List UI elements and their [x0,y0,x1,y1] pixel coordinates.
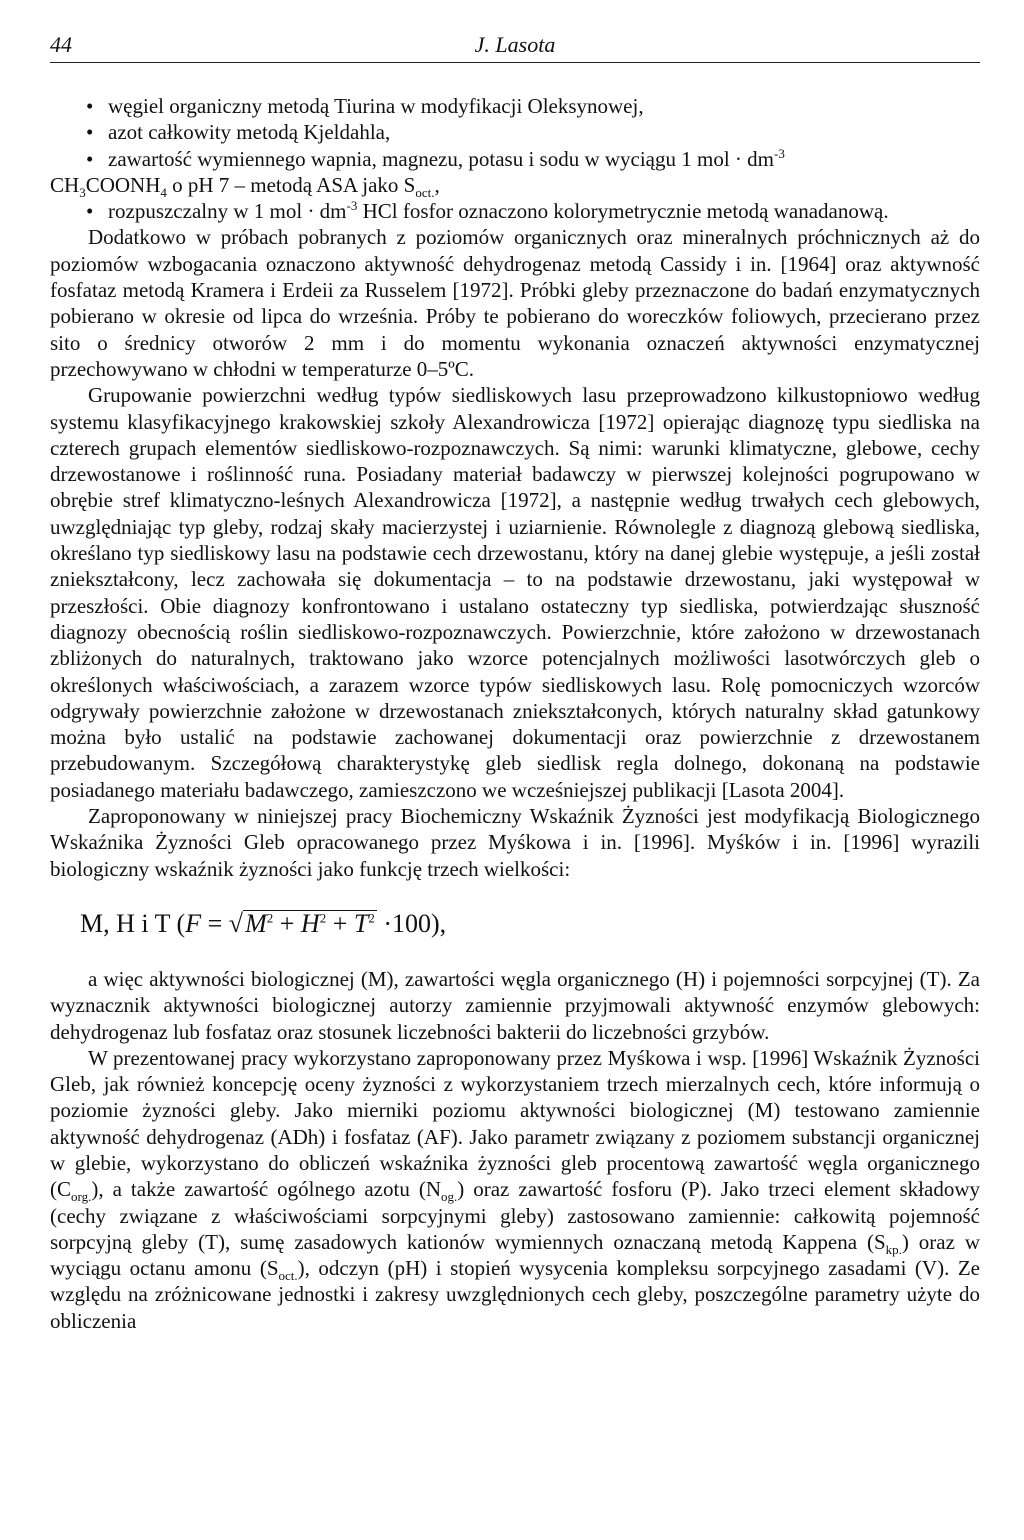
bullet-continuation: $CH_3COONH_4$ o pH 7 – metodą ASA jako $S_{oct.}$, [50,172,440,201]
page-number: 44 [50,32,72,57]
paragraph: W prezentowanej pracy wykorzystano zaproponowany przez Myśkowa i wsp. [1996] Wskaźnik Żyzności Gleb, jak również koncepcję oceny żyzności z wykorzystaniem trzech mierzalnych cech, które informują o poziomie żyzności gleby. Jako mierniki poziomu aktywności biologicznej (M) testowano zamiennie aktywność dehydrogenaz (ADh) i fosfataz (AF). Jako parametr związany z poziomem substancji organicznej w glebie, wykorzystano do obliczeń wskaźnika żyzności gleb procentową zawartość węgla organicznego $(C_{org.})$, a także zawartość ogólnego azotu $(N_{og.})$ oraz zawartość fosforu (P). Jako trzeci element składowy (cechy związane z właściwościami sorpcyjnymi gleby) zastosowano zamiennie: całkowitą pojemność sorpcyjną gleby (T), sumę zasadowych kationów wymiennych oznaczaną metodą Kappena $(S_{kp.})$ oraz w wyciągu octanu amonu $(S_{oct.})$, odczyn (pH) i stopień wysycenia kompleksu sorpcyjnego zasadami (V). Ze względu na zróżnicowane jednostki i zakresy uwzględnionych cech gleby, poszczególne parametry użyte do obliczenia [50,1045,980,1333]
bullet-item: • węgiel organiczny metodą Tiurina w modyfikacji Oleksynowej, [86,94,644,118]
bullet-item: • azot całkowity metodą Kjeldahla, [86,120,391,145]
running-header [50,30,980,63]
bullet-dot-icon: • [86,120,94,145]
bullet-dot-icon: • [86,146,94,171]
bullet-item: • rozpuszczalny w 1 mol · $dm^{-3}$ HCl fosfor oznaczono kolorymetrycznie metodą wanadanową. [86,198,889,224]
paragraph: Dodatkowo w próbach pobranych z poziomów organicznych oraz mineralnych próchnicznych aż do poziomów wzbogacania oznaczono aktywność dehydrogenaz metodą Cassidy i in. [1964] oraz aktywność fosfataz metodą Kramera i Erdeii za Russelem [1972]. Próbki gleby przeznaczone do badań enzymatycznych pobierano w okresie od lipca do września. Próby te pobierano do woreczków foliowych, przecierano przez sito o średnicy otworów 2 mm i do momentu wykonania oznaczeń aktywności enzymatycznej przechowywano w chłodni w temperaturze 0–5ºC. [50,225,980,381]
sqrt-icon: √ [228,908,244,938]
running-author: J. Lasota [474,32,556,57]
page [50,30,980,1334]
body-text [50,93,980,1334]
paragraph: a więc aktywności biologicznej (M), zawartości węgla organicznego (H) i pojemności sorpcyjnej (T). Za wyznacznik aktywności biologicznej autorzy zamiennie przyjmowali aktywność enzymów glebowych: dehydrogenaz lub fosfataz oraz stosunek liczebności bakterii do liczebności grzybów. [50,966,980,1044]
paragraph: Zaproponowany w niniejszej pracy Biochemiczny Wskaźnik Żyzności jest modyfikacją Biologicznego Wskaźnika Żyzności Gleb opracowanego przez Myśkowa i in. [1996]. Myśków i in. [1996] wyrazili biologiczny wskaźnik żyzności jako funkcję trzech wielkości: [50,804,980,881]
bullet-item: • zawartość wymiennego wapnia, magnezu, potasu i sodu w wyciągu 1 mol · $dm^{-3}$ [86,145,785,171]
bullet-dot-icon: • [86,199,94,224]
bullet-dot-icon: • [86,94,94,118]
paragraph: Grupowanie powierzchni według typów siedliskowych lasu przeprowadzono kilkustopniowo według systemu klasyfikacyjnego krakowskiej szkoły Alexandrowicza [1972] opierając diagnozę typu siedliska na czterech grupach elementów siedliskowo-rozpoznawczych. Są nimi: warunki klimatyczne, glebowe, cechy drzewostanowe i roślinność runa. Posiadany materiał badawczy w pierwszej kolejności pogrupowano w obrębie stref klimatyczno-leśnych Alexandrowicza [1972], a następnie według trwałych cech glebowych, uwzględniając typ gleby, rodzaj skały macierzystej i uziarnienie. Równolegle z diagnozą glebową siedliska, określano typ siedliskowy lasu na podstawie cech drzewostanu, który na danej glebie występuje, a jeśli został zniekształcony, lecz zachowała się dokumentacja – to na podstawie drzewostanu, jaki występował w przeszłości. Obie diagnozy konfrontowano i ustalano ostateczny typ siedliska, potwierdzając słuszność diagnozy obecnością roślin siedliskowo-rozpoznawczych. Powierzchnie, które założono w drzewostanach zbliżonych do naturalnych, traktowano jako wzorce potencjalnych możliwości lasotwórczych gleb o określonych właściwościach, a zarazem wzorce typów siedliskowych lasu. Rolę pomocniczych wzorców odgrywały powierzchnie założone w drzewostanach zniekształconych, których naturalny skład gatunkowy można było ustalić na podstawie zachowanej dokumentacji oraz powierzchnie z drzewostanem przebudowanym. Szczegółową charakterystykę gleb siedlisk regla dolnego, dokonaną na podstawie posiadanego materiału badawczego, zamieszczono we wcześniejszej publikacji [Lasota 2004]. [50,383,980,802]
formula: M, H i T $(F = √M^2 + H^2 + T^2 \cdot 100)$, [80,908,447,938]
